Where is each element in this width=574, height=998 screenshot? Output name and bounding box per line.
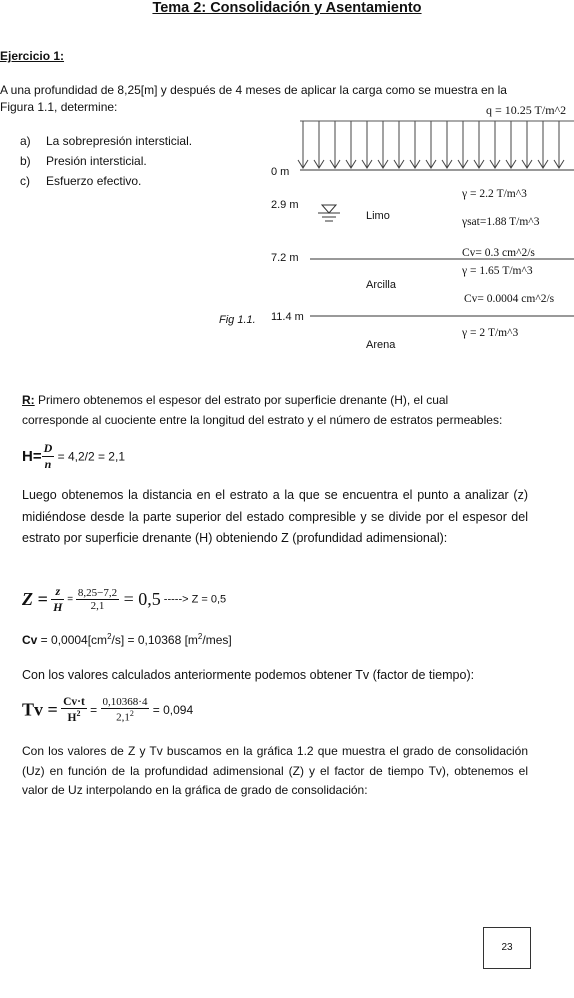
property-label: γ = 2.2 T/m^3 xyxy=(462,188,527,200)
tv-numerator: Cv·t xyxy=(63,696,85,708)
page-number: 23 xyxy=(483,927,531,969)
z-conclusion: -----> Z = 0,5 xyxy=(160,593,227,606)
list-text: Esfuerzo efectivo. xyxy=(46,174,142,188)
depth-label: 0 m xyxy=(271,166,290,178)
soil-profile-figure xyxy=(0,0,574,360)
intro-line-2: Figura 1.1, determine: xyxy=(0,100,118,114)
z-value-numerator: 8,25−7,2 xyxy=(77,587,118,599)
tv-intro: Con los valores calculados anteriormente podemos obtener Tv (factor de tiempo): xyxy=(22,668,475,682)
tv-lhs: Tv = xyxy=(22,699,58,720)
depth-label: 11.4 m xyxy=(271,311,304,323)
list-letter: c) xyxy=(20,174,30,188)
page-title: Tema 2: Consolidación y Asentamiento xyxy=(152,0,422,16)
cv-conversion xyxy=(22,632,232,647)
h-fraction xyxy=(42,441,55,472)
uz-paragraph: Con los valores de Z y Tv buscamos en la gráfica 1.2 que muestra el grado de consolidación (Uz) en función de la profundidad adimensional (Z) y el factor de tiempo Tv), obtenemos el valor de Uz interpolando en la gráfica de grado de consolidación: xyxy=(22,744,528,797)
answer-label: R: xyxy=(22,393,35,407)
list-letter: a) xyxy=(20,134,31,148)
h-rhs: = 4,2/2 = 2,1 xyxy=(54,449,125,464)
figure-caption: Fig 1.1. xyxy=(219,314,256,326)
cv-text: /s] = 0,10368 [m xyxy=(111,633,198,647)
tv-equals: = xyxy=(86,702,101,717)
solution-line: corresponde al cuociente entre la longitud del estrato y el número de estratos permeables: xyxy=(22,412,503,427)
cv-label: Cv xyxy=(22,633,38,647)
list-text: La sobrepresión intersticial. xyxy=(46,134,193,148)
cv-text: /mes] xyxy=(202,633,232,647)
h-lhs: H= xyxy=(22,448,42,465)
h-equation xyxy=(22,441,125,472)
solution-intro xyxy=(22,391,502,430)
list-letter: b) xyxy=(20,154,31,168)
depth-label: 7.2 m xyxy=(271,252,299,264)
property-label: Cv= 0.0004 cm^2/s xyxy=(464,293,555,305)
water-table-icon xyxy=(318,205,340,221)
cv-text: = 0,0004[cm xyxy=(37,633,108,647)
h-numerator: D xyxy=(43,441,53,455)
z-denominator: H xyxy=(53,600,63,614)
solution-line: Primero obtenemos el espesor del estrato por superficie drenante (H), el cual xyxy=(34,393,449,407)
z-value-fraction xyxy=(76,587,119,612)
layer-label: Arcilla xyxy=(366,279,396,291)
layer-label: Limo xyxy=(366,210,390,222)
z-fraction xyxy=(51,584,64,615)
tv-equation xyxy=(22,696,193,724)
z-result: = 0,5 xyxy=(119,589,161,609)
z-value-denominator: 2,1 xyxy=(90,600,105,612)
load-label: q = 10.25 T/m^2 xyxy=(486,103,567,117)
tv-denominator: $H^2$ xyxy=(67,709,81,724)
exercise-heading: Ejercicio 1: xyxy=(0,49,65,63)
property-label: γsat=1.88 T/m^3 xyxy=(462,216,540,228)
property-label: γ = 1.65 T/m^3 xyxy=(462,265,533,277)
tv-result: = 0,094 xyxy=(149,702,194,717)
z-equation xyxy=(22,584,226,615)
distance-paragraph: Luego obtenemos la distancia en el estrato a la que se encuentra el punto a analizar (z) midiéndose desde la parte superior del estado compresible y se divide por el espesor del estrato por superficie drenante (H) obteniendo Z (profundidad adimensional): xyxy=(22,488,528,545)
z-lhs: Z = xyxy=(22,589,48,609)
intro-line-1: A una profundidad de 8,25[m] y después de 4 meses de aplicar la carga como se muestra en la xyxy=(0,83,507,97)
property-label: Cv= 0.3 cm^2/s xyxy=(462,247,535,259)
depth-label: 2.9 m xyxy=(271,199,299,211)
layer-label: Arena xyxy=(366,339,396,351)
list-text: Presión intersticial. xyxy=(46,154,147,168)
load-arrows xyxy=(298,121,564,168)
property-label: γ = 2 T/m^3 xyxy=(462,327,519,339)
tv-value-numerator: 0,10368·4 xyxy=(102,696,148,709)
z-numerator: z xyxy=(51,584,64,600)
cv-exponent: 2 xyxy=(107,632,112,641)
h-denominator: n xyxy=(44,457,52,471)
z-equals: = xyxy=(64,594,76,605)
tv-value-fraction xyxy=(101,696,150,724)
tv-fraction xyxy=(61,696,87,724)
cv-exponent: 2 xyxy=(197,632,203,641)
tv-value-denominator: $2,1^2$ xyxy=(116,709,134,724)
